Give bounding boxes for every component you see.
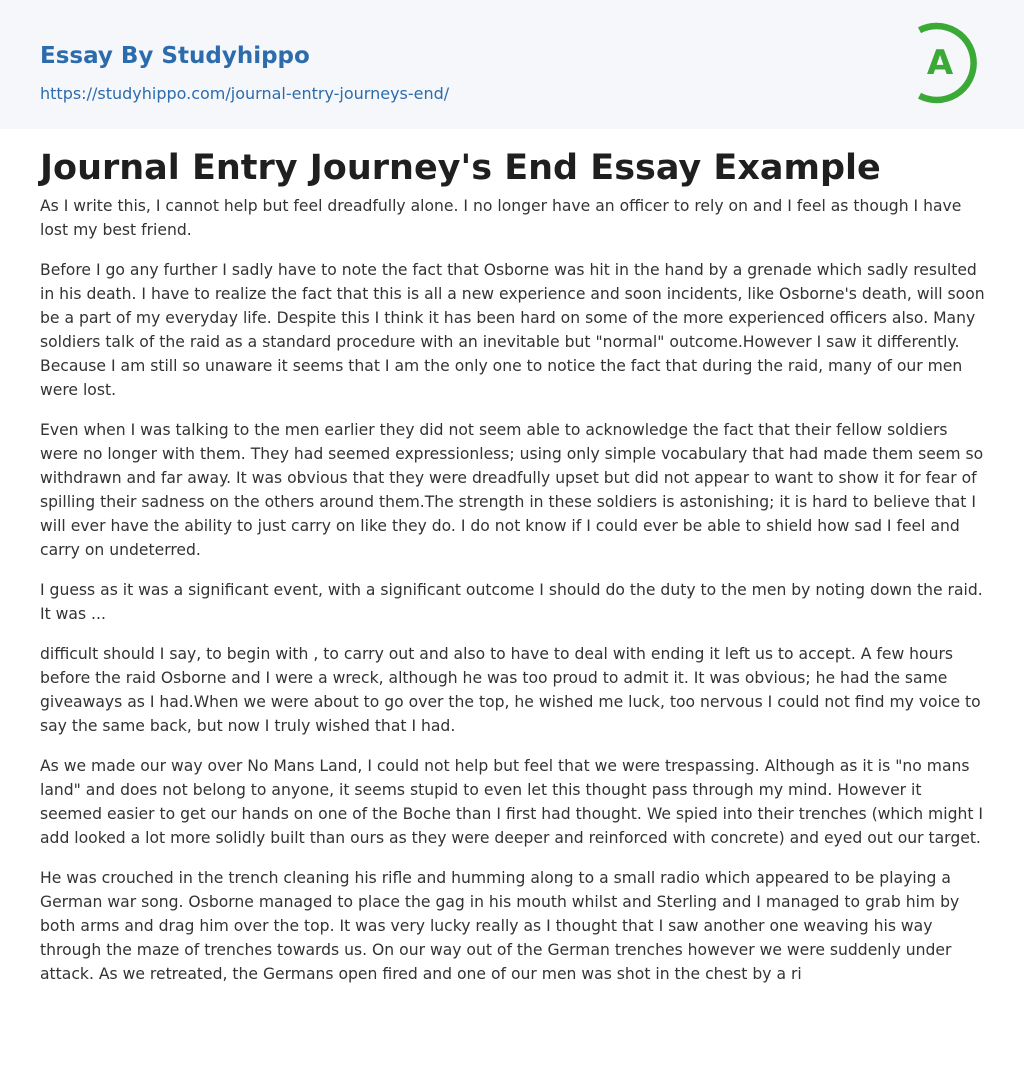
article-title: Journal Entry Journey's End Essay Example (40, 148, 881, 188)
article-url-link[interactable]: https://studyhippo.com/journal-entry-journeys-end/ (40, 84, 450, 103)
article-paragraph: He was crouched in the trench cleaning his rifle and humming along to a small radio which appeared to be playing a German war song. Osborne managed to place the gag in his mouth whilst and Sterling and I managed to grab him by both arms and drag him over the top. It was very lucky really as I thought that I saw another one weaving his way through the maze of trenches towards us. On our way out of the German trenches however we were suddenly under attack. As we retreated, the Germans open fired and one of our men was shot in the chest by a ri (40, 869, 960, 983)
article-body (40, 194, 988, 1002)
article-paragraph: difficult should I say, to begin with , to carry out and also to have to deal with ending it left us to accept. A few hours before the raid Osborne and I were a wreck, although he was too proud to admit it. It was obvious; he had the same giveaways as I had.When we were about to go over the top, he wished me luck, too nervous I could not find my voice to say the same back, but now I truly wished that I had. (40, 645, 981, 735)
logo-letter: A (926, 43, 954, 83)
site-header (0, 0, 1024, 129)
article-paragraph: As I write this, I cannot help but feel dreadfully alone. I no longer have an officer to rely on and I feel as though I have lost my best friend. (40, 197, 962, 239)
article-paragraph: As we made our way over No Mans Land, I could not help but feel that we were trespassing. Although as it is "no mans land" and does not belong to anyone, it seems stupid to even let this thought pass through my mind. However it seemed easier to get our hands on one of the Boche than I first had thought. We spied into their trenches (which might I add looked a lot more solidly built than ours as they were deeper and reinforced with concrete) and eyed out our target. (40, 757, 984, 847)
brand-title[interactable]: Essay By Studyhippo (40, 43, 310, 69)
article-paragraph: Even when I was talking to the men earlier they did not seem able to acknowledge the fact that their fellow soldiers were no longer with them. They had seemed expressionless; using only simple vocabulary that had made them seem so withdrawn and far away. It was obvious that they were dreadfully upset but did not appear to want to show it for fear of spilling their sadness on the others around them.The strength in these soldiers is astonishing; it is hard to believe that I will ever have the ability to just carry on like they do. I do not know if I could ever be able to shield how sad I feel and carry on undeterred. (40, 421, 984, 559)
article-paragraph: I guess as it was a significant event, with a significant outcome I should do the duty to the men by noting down the raid. It was ... (40, 581, 983, 623)
article-paragraph: Before I go any further I sadly have to note the fact that Osborne was hit in the hand by a grenade which sadly resulted in his death. I have to realize the fact that this is all a new experience and soon incidents, like Osborne's death, will soon be a part of my everyday life. Despite this I think it has been hard on some of the more experienced officers also. Many soldiers talk of the raid as a standard procedure with an inevitable but "normal" outcome.However I saw it differently. Because I am still so unaware it seems that I am the only one to notice the fact that during the raid, many of our men were lost. (40, 261, 985, 399)
circle-a-logo-icon[interactable] (910, 19, 988, 107)
